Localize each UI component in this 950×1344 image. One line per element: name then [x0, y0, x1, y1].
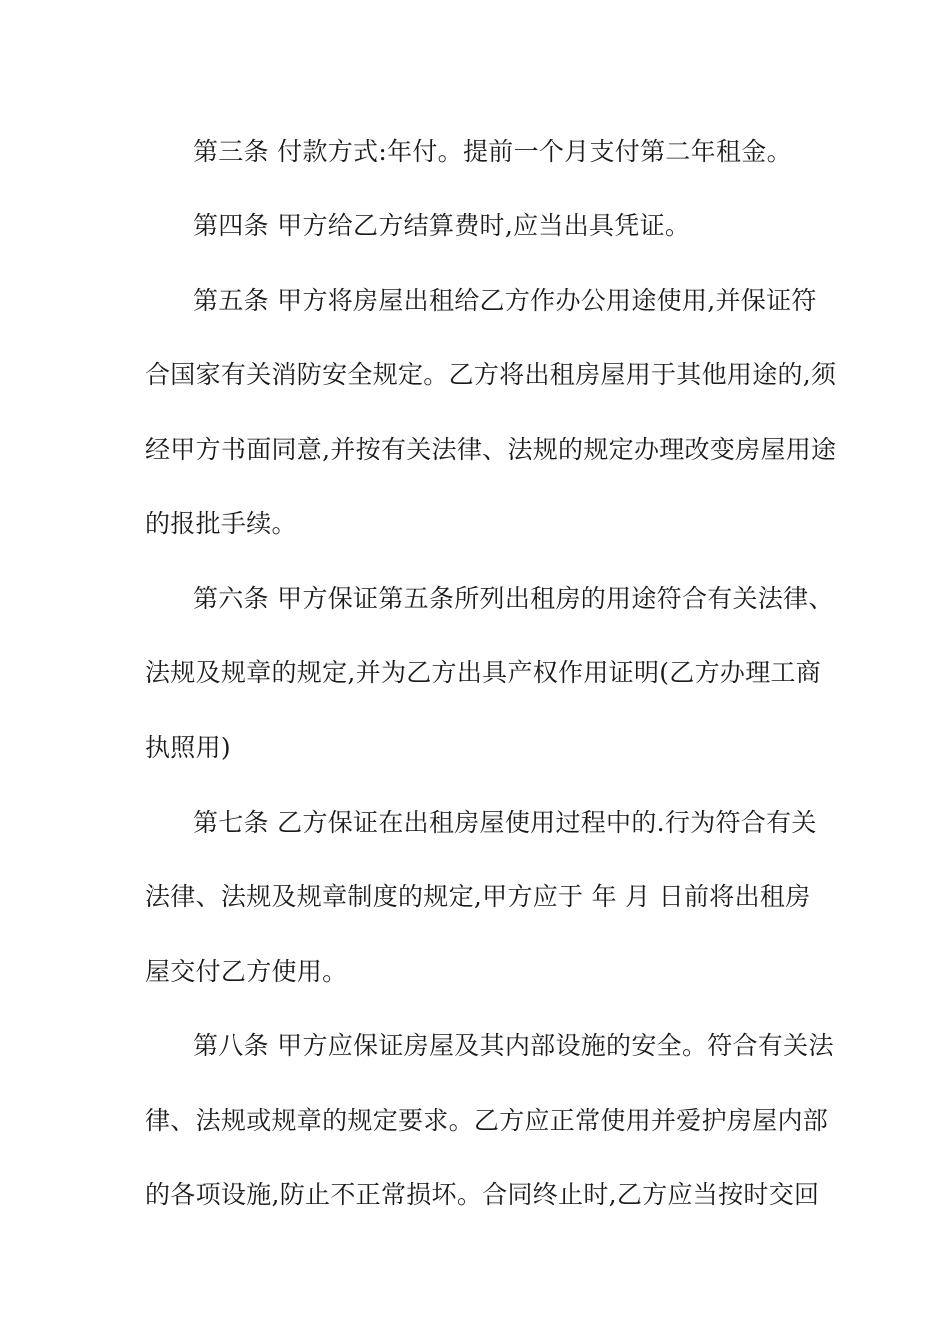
- clause-7-line-1: 第七条 乙方保证在出租房屋使用过程中的.行为符合有关: [193, 808, 817, 837]
- clause-8-line-2: 律、法规或规章的规定要求。乙方应正常使用并爱护房屋内部: [145, 1106, 829, 1135]
- clause-5-line-2: 合国家有关消防安全规定。乙方将出租房屋用于其他用途的,须: [145, 360, 837, 389]
- clause-5-line-3: 经甲方书面同意,并按有关法律、法规的规定办理改变房屋用途: [145, 435, 837, 464]
- clause-4-line-1: 第四条 甲方给乙方结算费时,应当出具凭证。: [193, 211, 691, 240]
- clause-7-line-3: 屋交付乙方使用。: [145, 957, 348, 986]
- clause-6-line-1: 第六条 甲方保证第五条所列出租房的用途符合有关法律、: [193, 584, 834, 613]
- clause-3-line-1: 第三条 付款方式:年付。提前一个月支付第二年租金。: [193, 137, 792, 166]
- clause-6-line-3: 执照用): [145, 733, 231, 762]
- clause-8-line-1: 第八条 甲方应保证房屋及其内部设施的安全。符合有关法: [193, 1031, 834, 1060]
- clause-6-line-2: 法规及规章的规定,并为乙方出具产权作用证明(乙方办理工商: [145, 658, 822, 687]
- clause-7-line-2: 法律、法规及规章制度的规定,甲方应于 年 月 日前将出租房: [145, 882, 811, 911]
- clause-5-line-1: 第五条 甲方将房屋出租给乙方作办公用途使用,并保证符: [193, 286, 817, 315]
- clause-5-line-4: 的报批手续。: [145, 509, 297, 538]
- clause-8-line-3: 的各项设施,防止不正常损坏。合同终止时,乙方应当按时交回: [145, 1180, 820, 1209]
